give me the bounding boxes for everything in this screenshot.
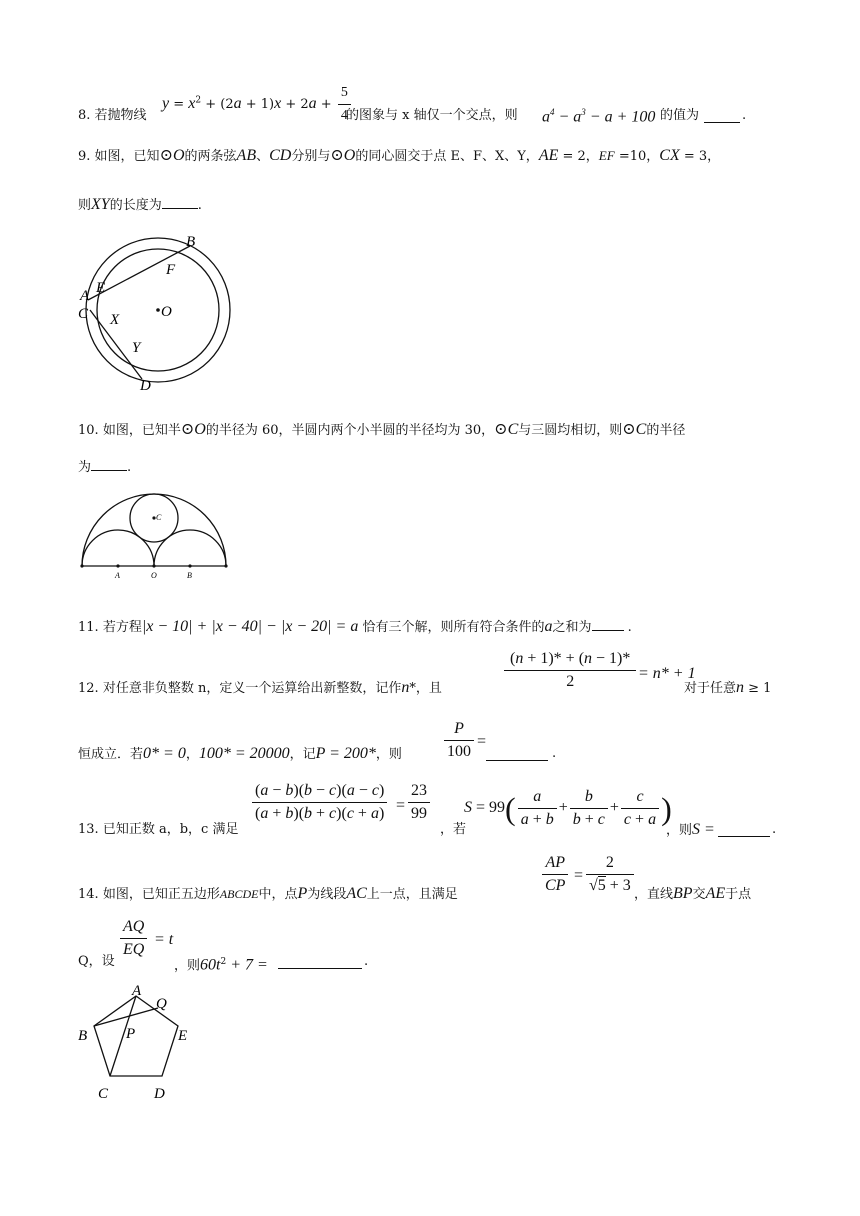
- figure-9-concentric-circles: [74, 228, 234, 396]
- fig14-label: E: [178, 1028, 188, 1044]
- problem-13: 13. 已知正数 a，b，c 满足 $\frac{(a - b)(b - c)(a - c)}{(a + b)(b + c)(c + a)}$ = $\frac{23}{99}$ ，若 S = 99( $\frac{a}{a + b}$ + $\frac{b}{b + c}$ + $\frac{c}{c + a}$ ) ，则S = .: [78, 782, 777, 838]
- fig14-label: A: [132, 984, 142, 999]
- answer-blank-14[interactable]: [278, 954, 362, 969]
- fig14-label: C: [98, 1086, 109, 1102]
- problem-12: 12. 对任意非负整数 n，定义一个运算给出新整数，记作n*，且 $\frac{(n + 1)* + (n - 1)*}{2}$ = n* + 1 对于任意n ≥ 1: [78, 650, 772, 696]
- figure-14-pentagon: [74, 984, 204, 1104]
- fig9-label: B: [186, 234, 196, 250]
- operation-fraction: $\frac{(n + 1)* + (n - 1)*}{2}$: [504, 648, 636, 693]
- fig10-label: A: [115, 571, 120, 580]
- point-a: [116, 564, 119, 567]
- fig9-label: F: [166, 262, 176, 278]
- answer-blank-12[interactable]: [486, 746, 548, 761]
- s-expression: S = 99( $\frac{a}{a + b}$ + $\frac{b}{b + c}$ + $\frac{c}{c + a}$ ): [464, 788, 672, 828]
- absolute-equation: |x − 10| + |x − 40| − |x − 20| = a: [141, 618, 359, 635]
- fig9-label: D: [140, 378, 151, 394]
- small-semicircle-right: [154, 530, 226, 566]
- problem-10-line2: 为 .: [78, 456, 820, 478]
- fig9-label: O: [161, 304, 172, 320]
- point-o: [152, 564, 155, 567]
- answer-blank-10[interactable]: [91, 456, 127, 471]
- fig9-label: Y: [132, 340, 141, 356]
- center-o: [156, 308, 160, 312]
- answer-blank-11[interactable]: [592, 616, 624, 631]
- fig9-label: X: [110, 312, 120, 328]
- point-right-end: [224, 564, 227, 567]
- point-b: [188, 564, 191, 567]
- fig10-label: B: [187, 571, 192, 580]
- problem-10: 10. 如图，已知半⊙O的半径为 60，半圆内两个小半圆的半径均为 30，⊙C与三圆均相切，则⊙C的半径: [78, 421, 686, 438]
- fig10-label: O: [151, 571, 157, 580]
- fig9-label: C: [78, 306, 89, 322]
- parabola-equation: $y = x^2 + (2a + 1)x + 2a$ + $\frac{5}{4}$: [162, 82, 353, 127]
- large-semicircle: [82, 494, 226, 566]
- aq-eq-ratio: $\frac{AQ}{EQ}$: [120, 916, 147, 961]
- line-bp-q: [94, 1008, 158, 1026]
- problem-8-text: 8. 若抛物线: [78, 108, 147, 123]
- answer-blank-13[interactable]: [718, 822, 770, 837]
- ap-cp-ratio: $\frac{AP}{CP}$: [542, 852, 568, 897]
- problem-14-line2: Q，设 $\frac{AQ}{EQ}$ = t ，则$60t^2 + 7$ = .: [78, 918, 369, 974]
- problem-12-line2: 恒成立．若0* = 0，100* = 20000，记P = 200*，则 $\frac{P}{100}$ = .: [78, 720, 557, 762]
- problem-9-line2: 则XY的长度为 .: [78, 196, 202, 213]
- answer-blank-8[interactable]: [704, 108, 740, 123]
- fig10-label: C: [156, 513, 162, 522]
- problem-8: 8. 若抛物线 $y = x^2 + (2a + 1)x + 2a$ + $\frac{5}{4}$ 的图象与 x 轴仅一个交点，则 $a^4 - a^3 - a + 100$ 的值为 .: [78, 82, 820, 122]
- figure-10-semicircles: [76, 488, 232, 582]
- p-over-100: $\frac{P}{100}$: [444, 718, 474, 763]
- condition-fraction: $\frac{(a - b)(b - c)(a - c)}{(a + b)(b + c)(c + a)}$: [252, 780, 387, 825]
- small-semicircle-left: [82, 530, 154, 566]
- fig14-label: D: [154, 1086, 165, 1102]
- fig14-label: P: [126, 1026, 136, 1042]
- circle-o-symbol: ⊙O: [159, 147, 185, 164]
- fig9-label: A: [80, 288, 90, 304]
- expression-a4: $a^4 - a^3 - a + 100$: [542, 107, 656, 126]
- problem-9: 9. 如图，已知⊙O的两条弦AB、CD分别与⊙O的同心圆交于点 E、F、X、Y，AE = 2，EF =10，CX = 3，: [78, 147, 721, 164]
- fig9-label: E: [96, 280, 106, 296]
- problem-14: 14. 如图，已知正五边形ABCDE中，点P为线段AC上一点，且满足 $\frac{AP}{CP}$ = $\frac{2}{√5 + 3}$ ，直线BP交AE于点: [78, 854, 752, 902]
- fig14-label: B: [78, 1028, 88, 1044]
- point-left-end: [80, 564, 83, 567]
- fig14-label: Q: [156, 996, 167, 1012]
- problem-11: 11. 若方程|x − 10| + |x − 40| − |x − 20| = a 恰有三个解，则所有符合条件的a之和为 .: [78, 618, 632, 635]
- answer-blank-9[interactable]: [162, 194, 198, 209]
